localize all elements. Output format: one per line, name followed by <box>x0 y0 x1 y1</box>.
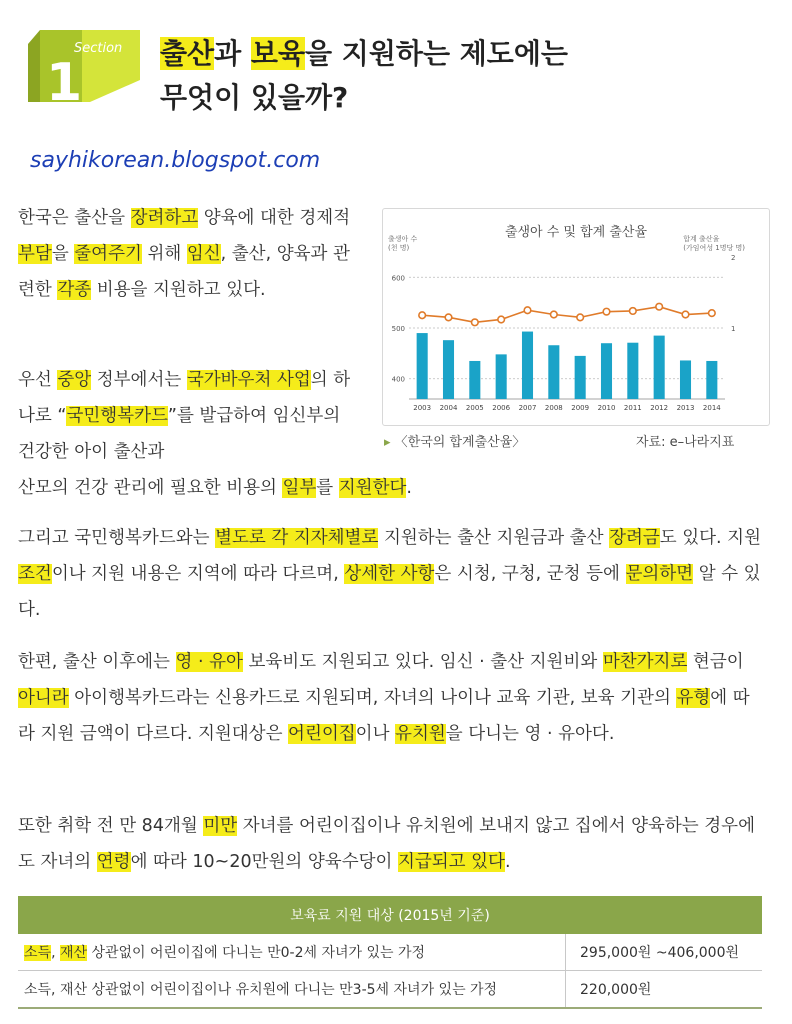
chart-bar <box>469 361 480 399</box>
chart-x-tick-label: 2003 <box>413 404 432 412</box>
chart-point <box>603 308 610 315</box>
paragraph-4: 한편, 출산 이후에는 영 · 유아 보육비도 지원되고 있다. 임신 · 출산 지원비와 마찬가지로 현금이 아니라 아이행복카드라는 신용카드로 지원되며, 자녀의 나이나 교육 기관, 보육 기관의 유형에 따라 지원 금액이 다르다. 지원대상은 어린이집이나 유치원을 다니는 영 · 유아다. <box>18 652 750 744</box>
chart-point <box>419 312 426 319</box>
paragraph-2-end: 산모의 건강 관리에 필요한 비용의 일부를 지원한다. <box>18 478 412 498</box>
title-highlight: 보육 <box>250 37 306 70</box>
chart-bar <box>654 336 665 399</box>
chart-point <box>682 311 689 318</box>
chart-caption: ▸ 〈한국의 합계출산율〉 <box>384 435 526 450</box>
chart-bar <box>706 361 717 399</box>
paragraph-1: 한국은 출산을 장려하고 양육에 대한 경제적 부담을 줄여주기 위해 임신, 출산, 양육과 관련한 각종 비용을 지원하고 있다. <box>18 208 351 300</box>
paragraph-5: 또한 취학 전 만 84개월 미만 자녀를 어린이집이나 유치원에 보내지 않고 집에서 양육하는 경우에도 자녀의 연령에 따라 10~20만원의 양육수당이 지급되고 있다. <box>18 816 755 872</box>
chart-point <box>445 314 452 321</box>
section-badge <box>22 22 142 112</box>
chart-left-axis-label: 출생아 수 (천 명) <box>388 235 418 252</box>
section-label: Section <box>74 41 123 56</box>
table-row <box>18 934 762 971</box>
chart-point <box>551 311 558 318</box>
chart-x-tick-label: 2011 <box>623 404 642 412</box>
chart-x-tick-label: 2006 <box>492 404 511 412</box>
chart-bar <box>496 354 507 399</box>
birth-rate-chart <box>382 208 770 426</box>
section-number: 1 <box>46 53 83 112</box>
chart-x-tick-label: 2009 <box>571 404 590 412</box>
table-row <box>18 971 762 1009</box>
chart-point <box>472 319 479 326</box>
chart-x-tick-label: 2012 <box>650 404 669 412</box>
chart-bar <box>680 360 691 399</box>
title-highlight: 출산 <box>160 37 215 70</box>
paragraph-2: 우선 중앙 정부에서는 국가바우처 사업의 하나로 “국민행복카드”를 발급하여 임신부의 건강한 아이 출산과 <box>18 370 351 462</box>
chart-x-tick-label: 2014 <box>702 404 721 412</box>
table-header: 보육료 지원 대상 (2015년 기준) <box>18 896 762 934</box>
chart-point <box>498 316 505 323</box>
chart-series-line <box>422 307 712 323</box>
chart-left-tick-label: 400 <box>391 375 405 384</box>
chart-source: 자료: e–나라지표 <box>636 435 735 450</box>
watermark: sayhikorean.blogspot.com <box>30 148 321 173</box>
chart-bar <box>575 356 586 399</box>
chart-bar <box>522 332 533 399</box>
chart-point <box>577 314 584 321</box>
chart-x-tick-label: 2004 <box>439 404 458 412</box>
chart-x-tick-label: 2007 <box>518 404 537 412</box>
table-cell-amount: 295,000원 ~406,000원 <box>566 934 763 971</box>
chart-x-tick-label: 2013 <box>676 404 695 412</box>
chart-point <box>524 307 531 314</box>
chart-x-tick-label: 2010 <box>597 404 616 412</box>
chart-bar <box>627 343 638 399</box>
paragraph-3: 그리고 국민행복카드와는 별도로 각 지자체별로 지원하는 출산 지원금과 출산 장려금도 있다. 지원 조건이나 지원 내용은 지역에 따라 다르며, 상세한 사항은 시청, 구청, 군청 등에 문의하면 알 수 있다. <box>18 528 761 620</box>
chart-right-tick-label: 1 <box>731 325 736 333</box>
chart-x-tick-label: 2005 <box>465 404 484 412</box>
chart-point <box>656 303 663 310</box>
chart-point <box>709 310 716 317</box>
chart-plot <box>383 209 769 425</box>
chart-point <box>630 308 637 315</box>
chart-x-tick-label: 2008 <box>544 404 563 412</box>
chart-left-tick-label: 600 <box>391 274 405 283</box>
chart-left-tick-label: 500 <box>391 325 405 333</box>
support-table <box>18 896 762 1009</box>
chart-bar <box>548 345 559 399</box>
chart-right-axis-label: 합계 출산율 (가임여성 1명당 명) <box>683 235 745 252</box>
table-cell-target: 소득, 재산 상관없이 어린이집이나 유치원에 다니는 만3-5세 자녀가 있는 가정 <box>18 971 566 1009</box>
chart-right-tick-label: 2 <box>731 254 736 262</box>
page-title: 출산과 보육을 지원하는 제도에는 무엇이 있을까? <box>160 37 568 114</box>
chart-title: 출생아 수 및 합계 출산율 <box>504 225 648 240</box>
chart-bar <box>601 343 612 399</box>
table-cell-amount: 220,000원 <box>566 971 763 1009</box>
chart-bar <box>417 333 428 399</box>
table-cell-target: 소득, 재산 상관없이 어린이집에 다니는 만0-2세 자녀가 있는 가정 <box>18 934 566 971</box>
chart-bar <box>443 340 454 399</box>
